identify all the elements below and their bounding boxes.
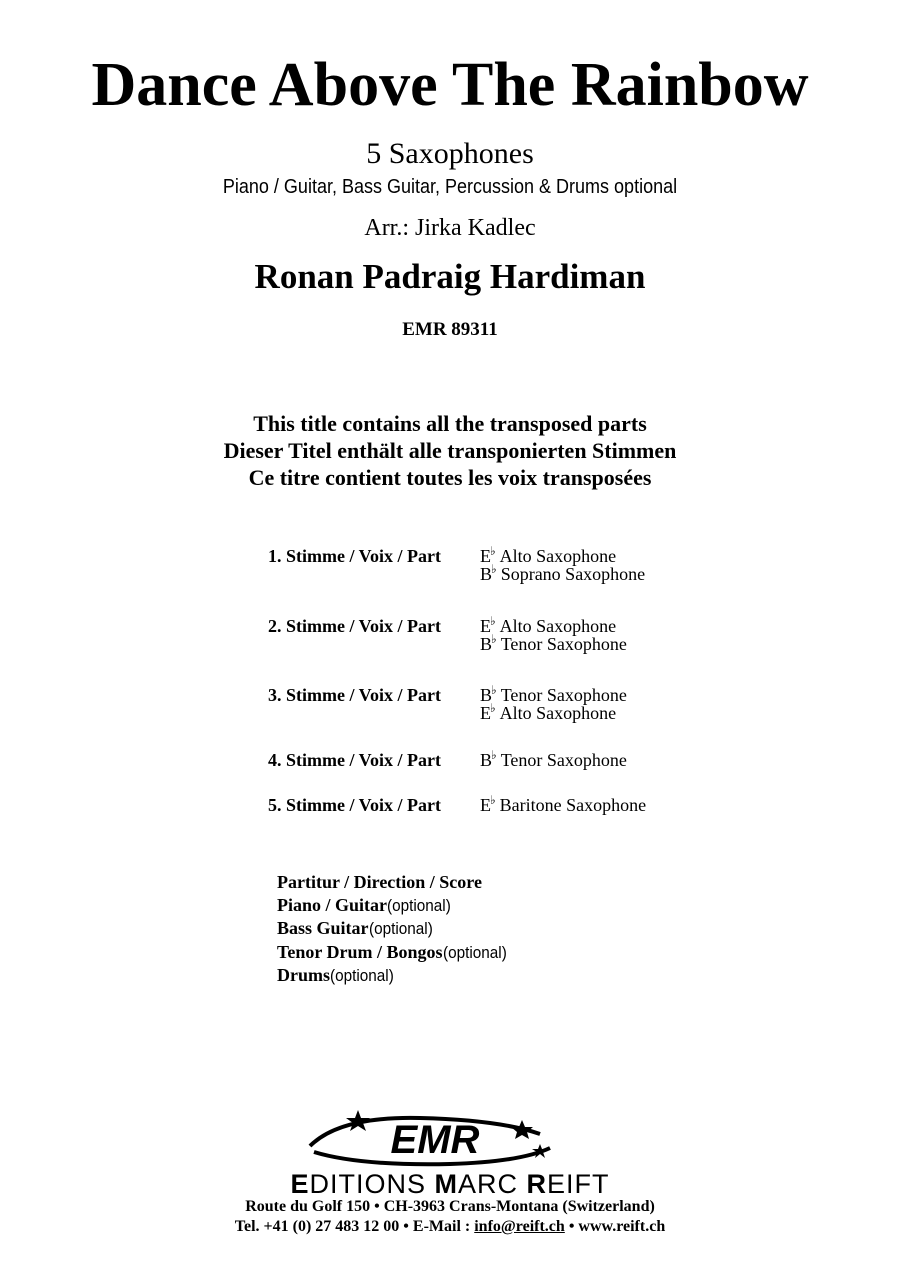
extra-item [277, 917, 513, 941]
part-label: 3. Stimme / Voix / Part [268, 685, 441, 705]
flat-icon: ♭ [491, 562, 497, 576]
part-label: 4. Stimme / Voix / Part [268, 750, 441, 770]
flat-icon: ♭ [490, 544, 496, 558]
instrument-name: Alto Saxophone [499, 616, 617, 636]
notice-line-en: This title contains all the transposed parts [253, 411, 647, 436]
part-instruments [480, 748, 627, 770]
part-instrument [480, 701, 627, 723]
instrument-name: Alto Saxophone [499, 703, 617, 723]
part-instrument [480, 748, 627, 770]
extra-item-name: Drums [277, 965, 330, 985]
part-row [0, 544, 900, 587]
instrument-key: E [480, 616, 491, 636]
part-instruments [480, 793, 647, 815]
part-instrument [480, 562, 646, 584]
emr-logo [300, 1108, 570, 1170]
part-instruments [480, 614, 627, 654]
flat-icon: ♭ [491, 748, 497, 762]
instrument-name: Alto Saxophone [499, 546, 617, 566]
instrument-key: B [480, 685, 493, 705]
extra-item-note: (optional) [330, 966, 394, 985]
subtitle: 5 Saxophones [366, 137, 534, 170]
instrument-key: E [480, 795, 491, 815]
part-row [0, 748, 900, 791]
extra-item [277, 941, 513, 965]
flat-icon: ♭ [490, 793, 496, 807]
contact-phone: Tel. +41 (0) 27 483 12 00 • E-Mail : [234, 1218, 475, 1235]
instrument-key: B [480, 750, 493, 770]
flat-icon: ♭ [491, 683, 497, 697]
part-instruments [480, 544, 646, 584]
extra-item-name: Tenor Drum / Bongos [277, 941, 443, 962]
extra-item-note: (optional) [387, 895, 451, 915]
extra-item [277, 894, 513, 918]
instrument-key: E [480, 703, 491, 723]
instrument-name: Baritone Saxophone [499, 795, 647, 815]
extras-list [277, 871, 513, 988]
extra-item-name: Bass Guitar [277, 918, 369, 938]
instrumentation: Piano / Guitar, Bass Guitar, Percussion & Drums optional [222, 176, 678, 198]
publisher-initial-m: M [434, 1169, 458, 1199]
composer: Ronan Padraig Hardiman [254, 257, 646, 296]
extra-item-name: Piano / Guitar [277, 894, 388, 915]
part-instruments [480, 683, 627, 723]
extra-item-note: (optional) [442, 942, 507, 962]
part-label: 2. Stimme / Voix / Part [268, 616, 441, 636]
notice [0, 410, 900, 491]
publisher-initial-r: R [526, 1169, 548, 1199]
flat-icon: ♭ [490, 701, 496, 715]
title: Dance Above The Rainbow [91, 51, 809, 119]
email-link[interactable]: info@reift.ch [474, 1218, 565, 1235]
part-instrument [480, 683, 627, 705]
part-label: 5. Stimme / Voix / Part [268, 795, 441, 815]
notice-line-de: Dieser Titel enthält alle transponierten Stimmen [223, 438, 677, 463]
publisher-initial-e: E [290, 1169, 310, 1199]
publisher-word-editions: DITIONS [309, 1169, 435, 1199]
part-row [0, 683, 900, 726]
flat-icon: ♭ [490, 614, 496, 628]
part-row [0, 793, 900, 836]
part-instrument [480, 632, 627, 654]
extra-item-note: (optional) [368, 919, 433, 938]
instrument-name: Tenor Saxophone [500, 685, 627, 705]
instrument-name: Tenor Saxophone [500, 750, 627, 770]
publisher-contact [0, 1217, 900, 1237]
publisher-name [0, 1170, 900, 1198]
instrument-key: B [480, 634, 493, 654]
flat-icon: ♭ [491, 632, 497, 646]
extra-item [277, 964, 513, 988]
extra-item-name: Partitur / Direction / Score [277, 872, 482, 892]
instrument-key: E [480, 546, 491, 566]
instrument-name: Soprano Saxophone [500, 564, 646, 584]
logo-text: EMR [390, 1118, 480, 1162]
part-instrument [480, 544, 645, 566]
extra-item [277, 871, 513, 894]
contact-website: • www.reift.ch [564, 1218, 666, 1235]
publisher-word-reift: EIFT [547, 1169, 610, 1199]
arranger: Arr.: Jirka Kadlec [364, 215, 536, 241]
publisher-word-marc: ARC [458, 1169, 527, 1199]
notice-line-fr: Ce titre contient toutes les voix transposées [248, 465, 652, 490]
part-instrument [480, 793, 647, 815]
instrument-name: Tenor Saxophone [500, 634, 627, 654]
publisher-address: Route du Golf 150 • CH-3963 Crans-Montana (Switzerland) [245, 1198, 655, 1215]
part-row [0, 614, 900, 657]
part-instrument [480, 614, 627, 636]
instrument-key: B [480, 564, 493, 584]
catalog-number: EMR 89311 [402, 319, 498, 340]
part-label: 1. Stimme / Voix / Part [268, 546, 441, 566]
